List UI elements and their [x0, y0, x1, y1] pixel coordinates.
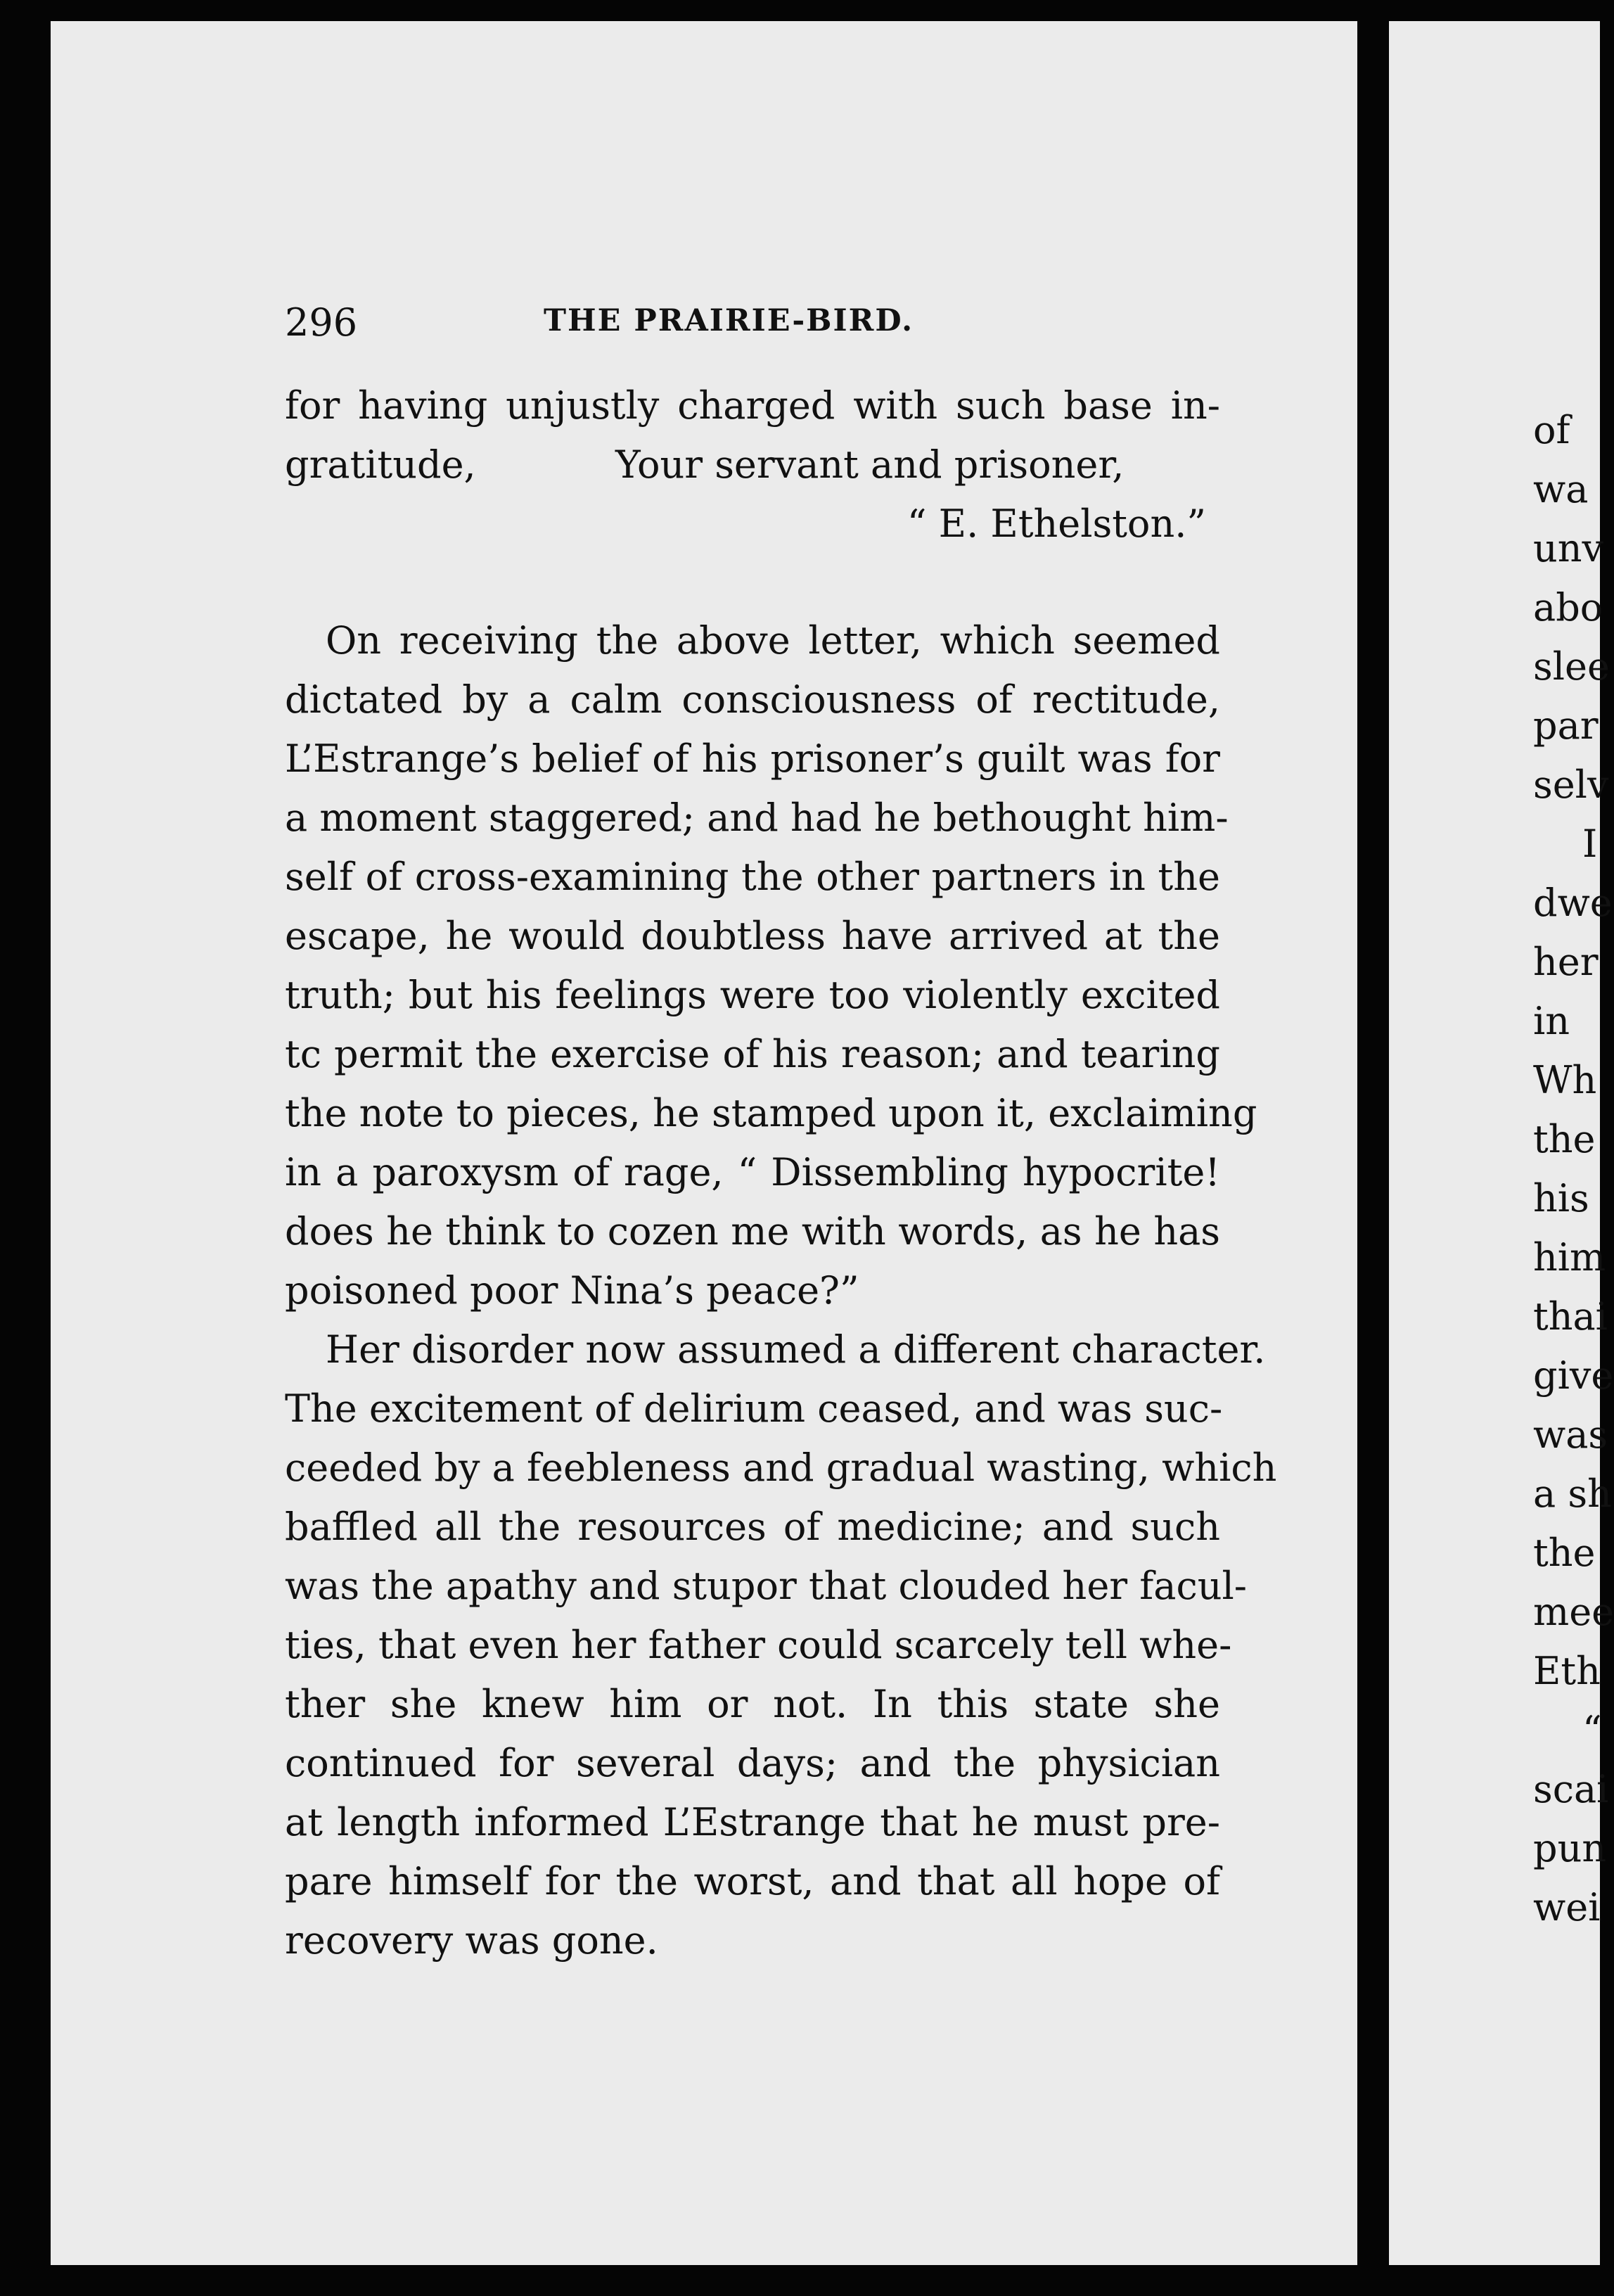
fragment-line: him	[1533, 1235, 1606, 1280]
fragment-line: the	[1533, 1117, 1596, 1161]
fragment-line: wa	[1533, 467, 1589, 511]
text-line: On receiving the above letter, which seemed	[326, 618, 1220, 663]
fragment-line: selv	[1533, 763, 1609, 807]
fragment-line: Eth	[1533, 1649, 1601, 1693]
page-body	[285, 376, 1277, 1970]
text-line: continued for several days; and the physician	[285, 1741, 1220, 1785]
fragment-line: dwe	[1533, 881, 1613, 925]
fragment-line: was	[1533, 1412, 1608, 1457]
text-line: a moment staggered; and had he bethought him-	[285, 796, 1229, 840]
fragment-line: unv	[1533, 526, 1604, 570]
fragment-line: of	[1533, 408, 1570, 452]
fragment-line: abo	[1533, 585, 1603, 630]
fragment-line: wei	[1533, 1885, 1601, 1930]
text-line: The excitement of delirium ceased, and was suc-	[285, 1386, 1223, 1431]
fragment-line: a sh	[1533, 1472, 1612, 1516]
page-number: 296	[285, 300, 358, 345]
fragment-line: I	[1582, 822, 1598, 866]
text-line: ceeded by a feebleness and gradual wasting, which	[285, 1446, 1277, 1490]
fragment-line: his	[1533, 1176, 1589, 1220]
fragment-line: give	[1533, 1353, 1614, 1398]
text-line: ties, that even her father could scarcely tell whe-	[285, 1623, 1232, 1667]
text-line: the note to pieces, he stamped upon it, exclaiming	[285, 1091, 1257, 1135]
fragment-line: her	[1533, 940, 1599, 984]
paragraph-2	[285, 1320, 1277, 1970]
text-line: truth; but his feelings were too violently excited	[285, 973, 1220, 1017]
fragment-line: scai	[1533, 1767, 1609, 1811]
fragment-line: thai	[1533, 1294, 1608, 1339]
text-line: was the apathy and stupor that clouded her facul-	[285, 1564, 1247, 1608]
text-line: ther she knew him or not. In this state she	[285, 1682, 1220, 1726]
fragment-line: in	[1533, 999, 1570, 1043]
fragment-line: the	[1533, 1531, 1596, 1575]
fragment-line: pun	[1533, 1826, 1607, 1870]
fragment-line: slee	[1533, 644, 1610, 689]
letter-closing	[285, 435, 1220, 495]
text-line: at length informed L’Estrange that he must pre-	[285, 1800, 1220, 1844]
text-line: L’Estrange’s belief of his prisoner’s guilt was for	[285, 736, 1220, 781]
text-line: self of cross-examining the other partners in the	[285, 855, 1220, 899]
text-line: recovery was gone.	[285, 1918, 658, 1963]
text-line: gratitude,	[285, 442, 476, 487]
fragment-line: Wh	[1533, 1058, 1597, 1102]
text-line: escape, he would doubtless have arrived at the	[285, 914, 1220, 958]
paragraph-1	[285, 611, 1257, 1320]
closing-salutation: Your servant and prisoner,	[615, 442, 1125, 487]
text-line: for having unjustly charged with such base in-	[285, 383, 1220, 428]
facing-page-text	[1533, 401, 1614, 1937]
page-header	[285, 300, 1220, 357]
text-line: pare himself for the worst, and that all hope of	[285, 1859, 1220, 1903]
fragment-line: “	[1582, 1708, 1602, 1752]
letter-signature: “ E. Ethelston.”	[907, 502, 1206, 546]
text-line: in a paroxysm of rage, “ Dissembling hypocrite!	[285, 1150, 1220, 1194]
fragment-line: mee	[1533, 1590, 1614, 1634]
text-line: Her disorder now assumed a different character.	[326, 1327, 1266, 1372]
text-line: poisoned poor Nina’s peace?”	[285, 1268, 859, 1313]
running-title: THE PRAIRIE-BIRD.	[544, 303, 914, 338]
fragment-line: par	[1533, 703, 1599, 748]
text-line: tc permit the exercise of his reason; and tearing	[285, 1032, 1220, 1076]
text-line: does he think to cozen me with words, as he has	[285, 1209, 1220, 1254]
text-line: dictated by a calm consciousness of rectitude,	[285, 677, 1220, 722]
text-line: baffled all the resources of medicine; and such	[285, 1505, 1220, 1549]
